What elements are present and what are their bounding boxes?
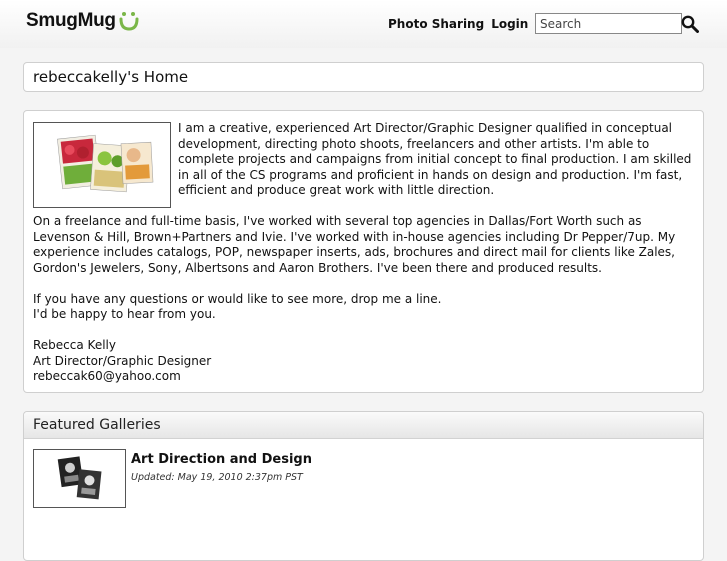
contact-line-1: If you have any questions or would like to see more, drop me a line. [33,291,442,306]
page-title: rebeccakelly's Home [33,68,189,86]
gallery-updated-date: Updated: May 19, 2010 2:37pm PST [131,472,303,483]
featured-galleries-panel [23,411,704,561]
smiley-logo-icon [119,11,139,31]
bio-text [33,121,698,385]
gallery-thumbnail-image [34,450,125,507]
bio-paragraph-1: I am a creative, experienced Art Director/Graphic Designer qualified in conceptual development, directing photo shoots, freelancers and other artists. I'm able to complete projects and campaigns from initial concept to final production. I am skilled in all of the CS programs and proficient in hands on design and production. I'm fast, efficient and produce great work with little direction. [178,121,692,197]
bio-panel [23,110,704,393]
nav-login[interactable]: Login [491,17,529,31]
search-input[interactable] [535,13,682,34]
top-bar [0,0,727,48]
contact-line-2: I'd be happy to hear from you. [33,307,216,321]
bio-paragraph-2: On a freelance and full-time basis, I've worked with several top agencies in Dallas/Fort Worth such as Levenson & Hill, Brown+Partners and Ivie. I've worked with in-house agencies including Dr Pepper/7up. My experience includes catalogs, POP, newspaper inserts, ads, brochures and direct mail for clients like Zales, Gordon's Jewelers, Sony, Albertsons and Aaron Brothers. I've been there and produced results. [33,214,676,275]
gallery-title-link[interactable]: Art Direction and Design [131,452,312,467]
signature-name: Rebecca Kelly [33,338,116,352]
signature-email: rebeccak60@yahoo.com [33,369,181,383]
search-icon[interactable] [681,15,699,33]
gallery-thumbnail[interactable] [33,449,126,508]
logo-text: SmugMug [26,10,116,31]
nav-photo-sharing[interactable]: Photo Sharing [388,17,485,31]
featured-galleries-title: Featured Galleries [33,417,161,433]
image-spacer [33,121,178,212]
signature-role: Art Director/Graphic Designer [33,353,212,368]
featured-galleries-header [24,412,703,439]
page-title-panel [23,62,704,92]
smugmug-logo[interactable] [26,10,139,32]
